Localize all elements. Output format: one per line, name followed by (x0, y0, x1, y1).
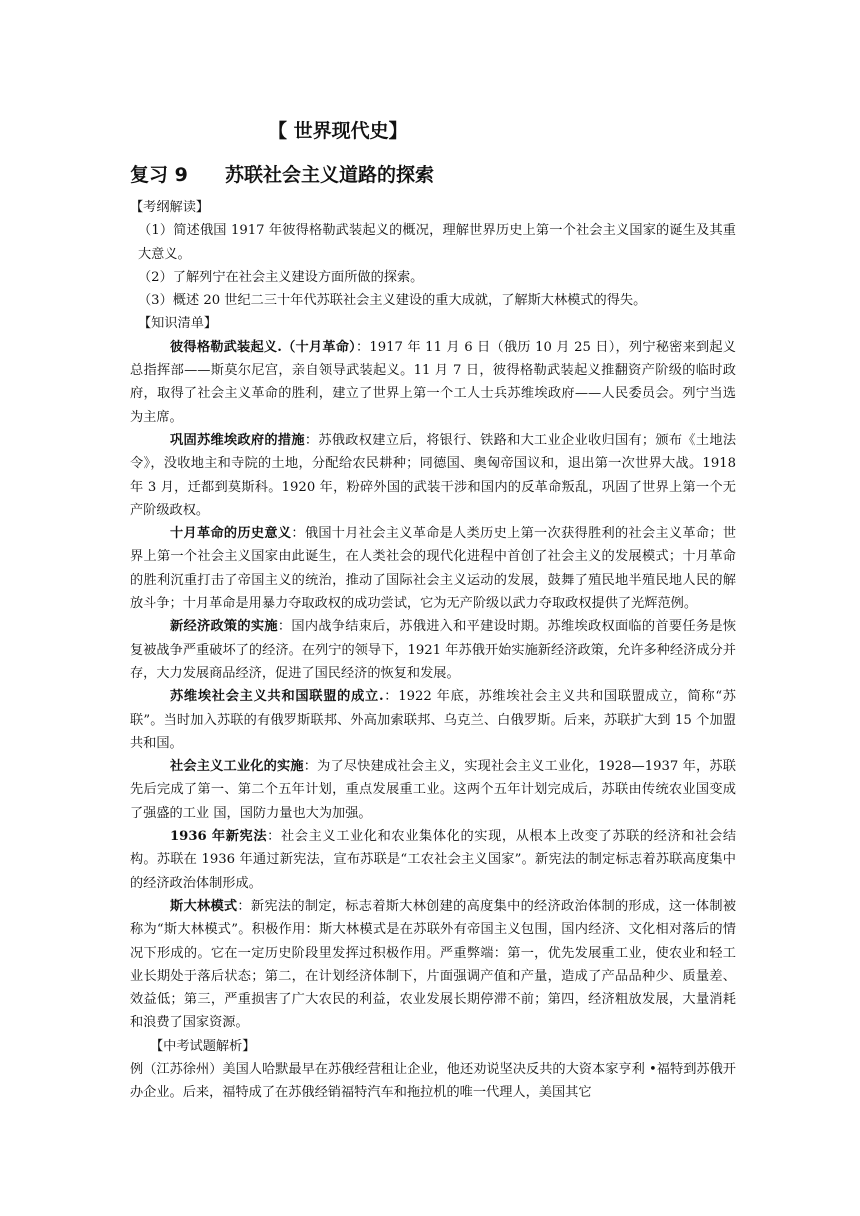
section-title: 【 世界现代史】 (268, 120, 408, 142)
exam-example-text: 例（江苏徐州）美国人哈默最早在苏俄经营租让企业，他还劝说坚决反共的大资本家亨利 •福特到苏俄开办企业。后来，福特成了在苏俄经销福特汽车和拖拉机的唯一代理人，美国其它 (130, 1061, 736, 1101)
knowledge-paragraph (130, 825, 736, 895)
paragraph-text: ：1917 年 11 月 6 日（俄历 10 月 25 日），列宁秘密来到起义总指挥部——斯莫尔尼宫，亲自领导武装起义。11 月 7 日，彼得格勒武装起义推翻资产阶级的临时政府，取得了社会主义革命的胜利，建立了世界上第一个工人士兵苏维埃政府——人民委员会。列宁当选为主席。 (130, 339, 736, 425)
paragraph-text: ：苏俄政权建立后，将银行、铁路和大工业企业收归国有；颁布《土地法令》，没收地主和寺院的土地，分配给农民耕种；同德国、奥匈帝国议和，退出第一次世界大战。1918 年 3 月，迁都到莫斯科。1920 年，粉碎外国的武装干涉和国内的反革命叛乱，巩固了世界上第一个无产阶级政权。 (130, 432, 737, 518)
outline-item: （2）了解列宁在社会主义建设方面所做的探索。 (138, 269, 424, 285)
paragraph-text: ：新宪法的制定，标志着斯大林创建的高度集中的经济政治体制的形成，这一体制被称为“斯大林模式”。积极作用：斯大林模式是在苏联外有帝国主义包围，国内经济、文化相对落后的情况下形成的。它在一定历史阶段里发挥过积极作用。严重弊端：第一，优先发展重工业，使农业和轻工业长期处于落后状态；第二，在计划经济体制下，片面强调产值和产量，造成了产品品种少、质量差、效益低；第三，严重损害了广大农民的利益，农业发展长期停滞不前；第四，经济粗放发展，大量消耗和浪费了国家资源。 (130, 898, 737, 1031)
paragraph-heading: 十月革命的历史意义 (170, 526, 292, 542)
paragraph-heading: 巩固苏维埃政府的措施 (170, 432, 305, 448)
exam-label: 【中考试题解析】 (150, 1038, 256, 1054)
paragraph-text: ：1922 年底，苏维埃社会主义共和国联盟成立，简称“苏联”。当时加入苏联的有俄罗斯联邦、外高加索联邦、乌克兰、白俄罗斯。后来，苏联扩大到 15 个加盟共和国。 (130, 689, 736, 751)
outline-item: （1）简述俄国 1917 年彼得格勒武装起义的概况，理解世界历史上第一个社会主义国家的诞生及其重大意义。 (138, 223, 736, 262)
paragraph-heading: 彼得格勒武装起义.（十月革命） (170, 339, 356, 355)
knowledge-paragraph (130, 336, 736, 429)
paragraph-text: ：为了尽快建成社会主义，实现社会主义工业化，1928—1937 年，苏联先后完成了第一、第二个五年计划，重点发展重工业。这两个五年计划完成后，苏联由传统农业国变成了强盛的工业 国，国防力量也大为加强。 (130, 759, 736, 821)
paragraph-heading: 1936 年新宪法 (170, 829, 268, 845)
paragraph-heading: 新经济政策的实施 (170, 619, 278, 635)
knowledge-paragraph (130, 895, 736, 1035)
knowledge-paragraph (130, 522, 736, 615)
paragraph-text: ：国内战争结束后，苏俄进入和平建设时期。苏维埃政权面临的首要任务是恢复被战争严重破坏了的经济。在列宁的领导下，1921 年苏俄开始实施新经济政策，允许多种经济成分并存，大力发展商品经济，促进了国民经济的恢复和发展。 (130, 619, 737, 681)
paragraph-text: ：俄国十月社会主义革命是人类历史上第一次获得胜利的社会主义革命；世界上第一个社会主义国家由此诞生，在人类社会的现代化进程中首创了社会主义的发展模式；十月革命的胜利沉重打击了帝国主义的统治，推动了国际社会主义运动的发展，鼓舞了殖民地半殖民地人民的解放斗争；十月革命是用暴力夺取政权的成功尝试，它为无产阶级以武力夺取政权提供了光辉范例。 (130, 526, 737, 612)
lesson-heading (130, 160, 434, 187)
knowledge-paragraph (130, 615, 736, 685)
knowledge-paragraph (130, 755, 736, 825)
knowledge-label: 【知识清单】 (138, 316, 218, 332)
lesson-title: 苏联社会主义道路的探索 (225, 164, 435, 186)
knowledge-paragraph (130, 685, 736, 755)
paragraph-heading: 斯大林模式 (170, 898, 238, 914)
outline-label: 【考纲解读】 (130, 200, 210, 215)
knowledge-paragraph (130, 429, 736, 522)
document-body (130, 196, 736, 1105)
paragraph-heading: 苏维埃社会主义共和国联盟的成立. (170, 689, 384, 705)
outline-item: （3）概述 20 世纪二三十年代苏联社会主义建设的重大成就，了解斯大林模式的得失。 (138, 293, 647, 309)
lesson-number: 复习 9 (130, 164, 188, 186)
paragraph-text: ：社会主义工业化和农业集体化的实现，从根本上改变了苏联的经济和社会结构。苏联在 1936 年通过新宪法，宣布苏联是“工农社会主义国家”。新宪法的制定标志着苏联高度集中的经济政治体制形成。 (130, 829, 737, 891)
paragraph-heading: 社会主义工业化的实施 (170, 759, 304, 775)
